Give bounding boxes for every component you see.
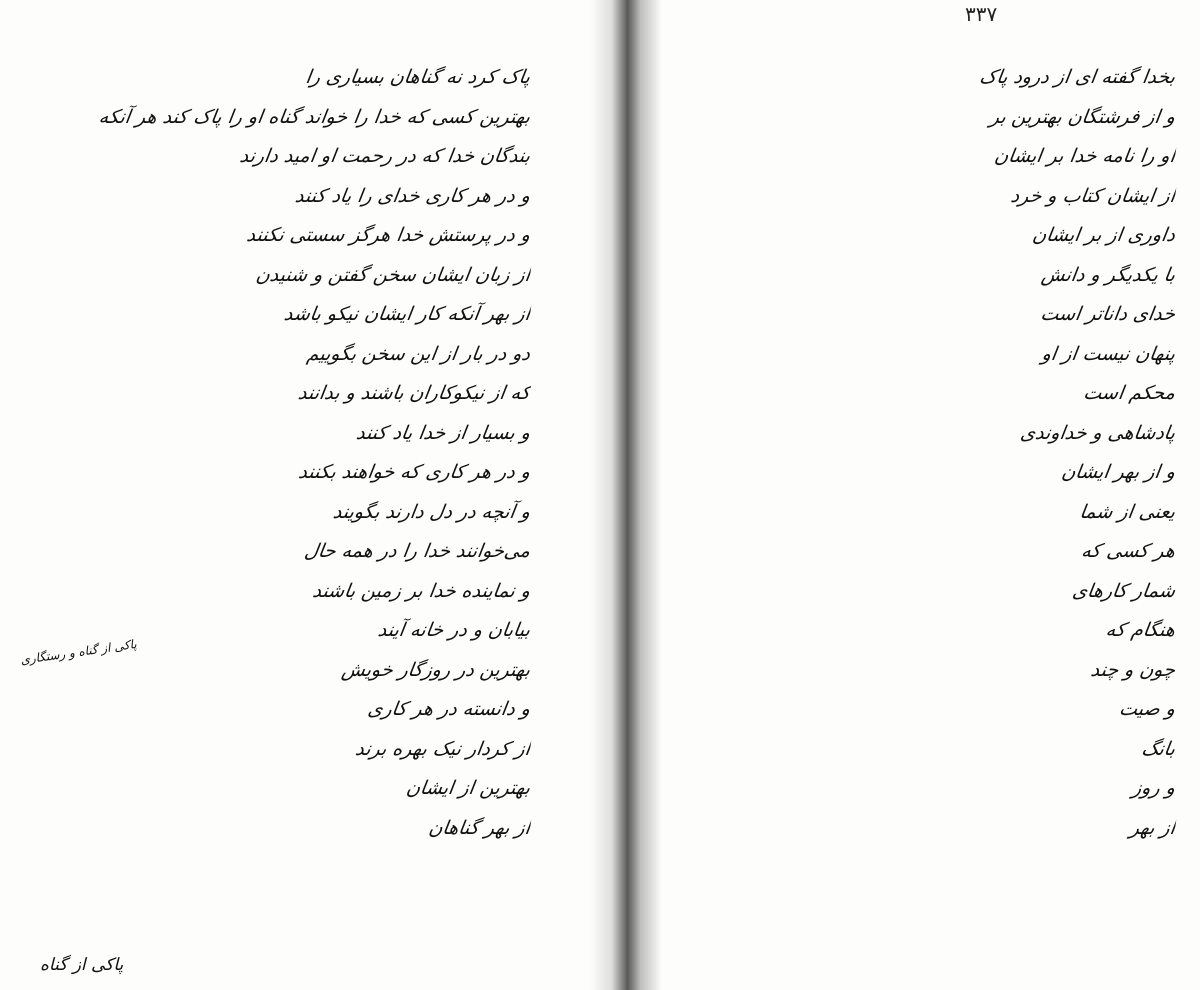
text-line: و دانسته در هر کاری xyxy=(366,698,532,720)
text-line: و در هر کاری که خواهند بکنند xyxy=(297,461,532,483)
text-line: با یکدیگر و دانش xyxy=(1039,263,1177,286)
text-line: از کردار نیک بهره برند xyxy=(353,737,532,760)
text-line: بندگان خدا که در رحمت او امید دارند xyxy=(238,145,532,167)
text-line: پنهان نیست از او xyxy=(1040,342,1177,365)
text-line: از بهر آنکه کار ایشان نیکو باشد xyxy=(282,303,532,325)
text-line: پاک کرد نه گناهان بسیاری را xyxy=(304,66,532,88)
text-line: و در هر کاری خدای را یاد کنند xyxy=(293,184,532,207)
text-line: که از نیکوکاران باشند و بدانند xyxy=(296,382,532,404)
text-line: شمار کارهای xyxy=(1070,579,1177,602)
text-line: بیابان و در خانه آیند xyxy=(376,619,532,641)
book-gutter-shadow xyxy=(590,0,662,990)
text-line: هر کسی که xyxy=(1079,540,1177,562)
text-line: یعنی از شما xyxy=(1078,500,1177,523)
right-page-text xyxy=(705,58,1175,848)
left-page-text xyxy=(90,58,530,848)
text-line: از بهر گناهان xyxy=(427,816,532,839)
text-line: و صیت xyxy=(1117,698,1177,720)
folio-number: ۳۳۷ xyxy=(965,2,998,26)
text-line: و بسیار از خدا یاد کنند xyxy=(354,421,532,444)
text-line: محکم است xyxy=(1082,382,1177,404)
text-line: بهترین کسی که خدا را خواند گناه او را پاک کند هر آنکه xyxy=(97,105,532,128)
catchword: پاکی از گناه xyxy=(40,955,124,975)
margin-note: پاکی از گناه و رستگاری xyxy=(19,636,138,668)
text-line: بهترین از ایشان xyxy=(404,777,532,799)
text-line: و نماینده خدا بر زمین باشند xyxy=(311,579,532,602)
text-line: دو در بار از این سخن بگوییم xyxy=(305,342,532,365)
text-line: بهترین در روزگار خویش xyxy=(340,658,532,681)
text-line: خدای داناتر است xyxy=(1039,303,1177,325)
text-line: او را نامه خدا بر ایشان xyxy=(992,145,1177,167)
text-line: و از فرشتگان بهترین بر xyxy=(988,105,1177,128)
text-line: و از بهر ایشان xyxy=(1060,461,1177,483)
text-line: چون و چند xyxy=(1089,658,1177,681)
text-line: هنگام که xyxy=(1104,619,1177,641)
text-line: می‌خوانند خدا را در همه حال xyxy=(302,540,532,562)
text-line: داوری از بر ایشان xyxy=(1030,224,1177,246)
text-line: و در پرستش خدا هرگز سستی نکنند xyxy=(245,224,532,246)
text-line: و آنچه در دل دارند بگویند xyxy=(331,500,532,523)
text-line: بانگ xyxy=(1140,737,1177,760)
text-line: از ایشان کتاب و خرد xyxy=(1009,184,1177,207)
text-line: از بهر xyxy=(1128,816,1177,839)
right-page xyxy=(610,0,1200,990)
text-line: و روز xyxy=(1130,777,1177,799)
text-line: بخدا گفته ای از درود پاک xyxy=(978,66,1177,88)
text-line: از زبان ایشان سخن گفتن و شنیدن xyxy=(254,263,532,286)
text-line: پادشاهی و خداوندی xyxy=(1018,421,1177,444)
